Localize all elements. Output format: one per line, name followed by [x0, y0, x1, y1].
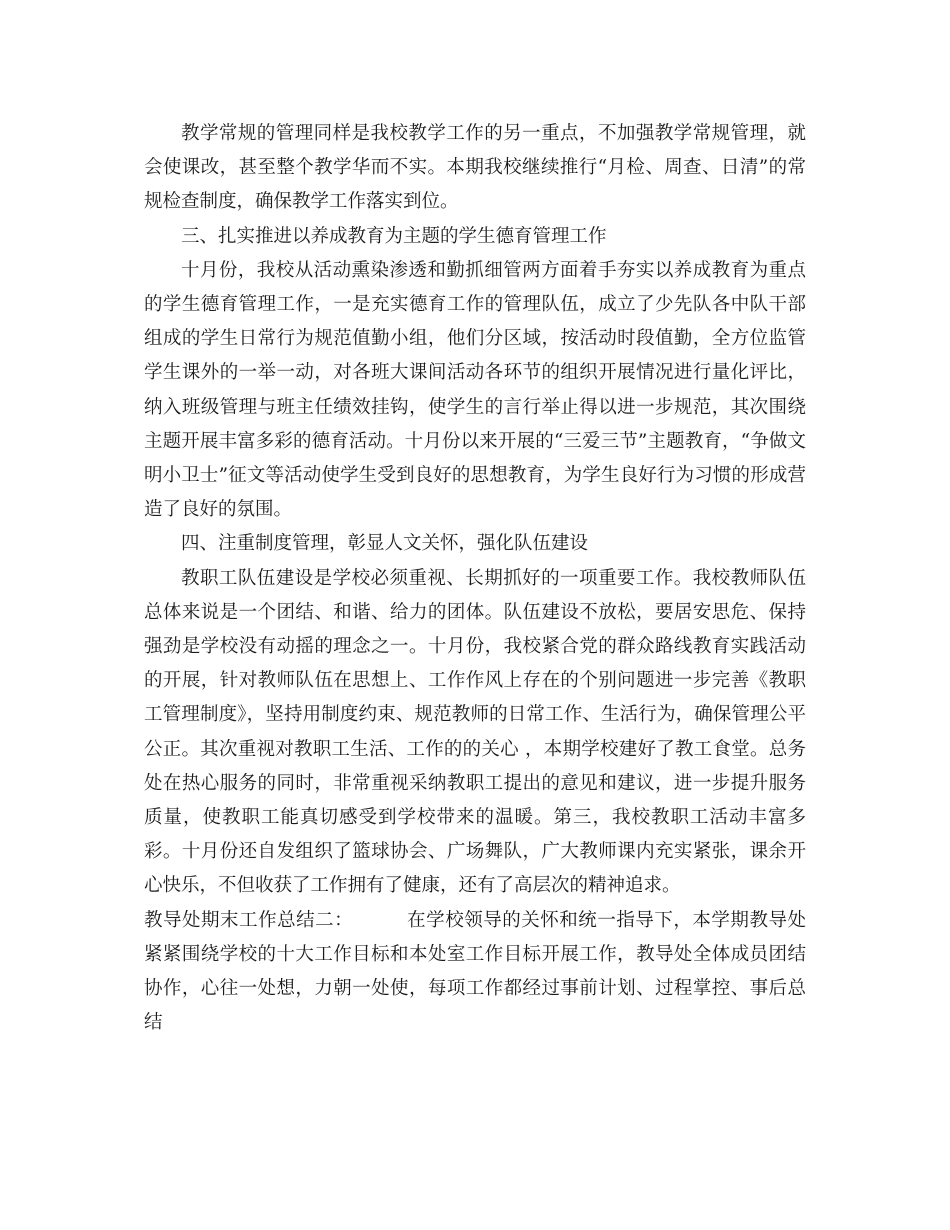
- section-heading-team-building: 四、注重制度管理，彰显人文关怀，强化队伍建设: [181, 533, 589, 555]
- summary-two-label: 教导处期末工作总结二：: [144, 909, 354, 931]
- document-page: [144, 117, 806, 1040]
- paragraph-teaching-routine: 教学常规的管理同样是我校教学工作的另一重点，不加强教学常规管理，就会使课改，甚至整个教学华而不实。本期我校继续推行“月检、周查、日清”的常规检查制度，确保教学工作落实到位。: [144, 123, 806, 213]
- paragraph-summary-two: [144, 904, 806, 1041]
- paragraph-moral-education: 十月份，我校从活动熏染渗透和勤抓细管两方面着手夯实以养成教育为重点的学生德育管理工作，一是充实德育工作的管理队伍，成立了少先队各中队干部组成的学生日常行为规范值勤小组，他们分区域，按活动时段值勤，全方位监管学生课外的一举一动，对各班大课间活动各环节的组织开展情况进行量化评比，纳入班级管理与班主任绩效挂钩，使学生的言行举止得以进一步规范，其次围绕主题开展丰富多彩的德育活动。十月份以来开展的“三爱三节”主题教育，“争做文明小卫士”征文等活动使学生受到良好的思想教育，为学生良好行为习惯的形成营造了良好的氛围。: [144, 259, 806, 521]
- paragraph-team-building: 教职工队伍建设是学校必须重视、长期抓好的一项重要工作。我校教师队伍总体来说是一个团结、和谐、给力的团体。队伍建设不放松，要居安思危、保持强劲是学校没有动摇的理念之一。十月份，我校紧合党的群众路线教育实践活动的开展，针对教师队伍在思想上、工作作风上存在的个别问题进一步完善《教职工管理制度》，坚持用制度约束、规范教师的日常工作、生活行为，确保管理公平公正。其次重视对教职工生活、工作的的关心 ，本期学校建好了教工食堂。总务处在热心服务的同时，非常重视采纳教职工提出的意见和建议，进一步提升服务质量，使教职工能真切感受到学校带来的温暖。第三，我校教职工活动丰富多彩。十月份还自发组织了篮球协会、广场舞队，广大教师课内充实紧张，课余开心快乐，不但收获了工作拥有了健康，还有了高层次的精神追求。: [144, 567, 806, 897]
- summary-two-text: 在学校领导的关怀和统一指导下，本学期教导处紧紧围绕学校的十大工作目标和本处室工作目标开展工作，教导处全体成员团结协作，心往一处想，力朝一处使，每项工作都经过事前计划、过程掌控、事后总结: [144, 909, 806, 1034]
- section-heading-moral-education: 三、扎实推进以养成教育为主题的学生德育管理工作: [181, 225, 607, 247]
